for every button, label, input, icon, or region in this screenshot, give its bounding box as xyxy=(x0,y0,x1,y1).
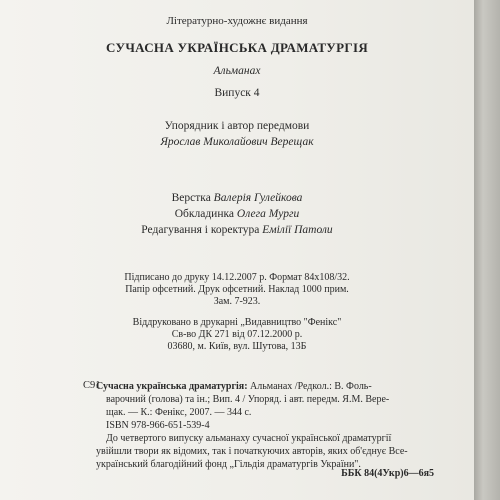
credit-cover-label: Обкладинка xyxy=(174,208,235,220)
compiler-role: Упорядник і автор передмови xyxy=(164,120,310,132)
catalog-entry-line: варочний (голова) та ін.; Вип. 4 / Упоряд. і авт. передм. Я.М. Вере- xyxy=(106,394,390,405)
catalog-entry-line xyxy=(96,380,466,393)
book-title: СУЧАСНА УКРАЇНСЬКА ДРАМАТУРГІЯ xyxy=(105,40,369,55)
catalog-abstract-line: До четвертого випуску альманаху сучасної української драматургії xyxy=(106,433,392,444)
series-label: Літературно-художнє видання xyxy=(166,15,308,27)
catalog-entry-title: Сучасна українська драматургія: xyxy=(96,381,248,392)
book-subtitle: Альманах xyxy=(213,65,261,77)
catalog-abstract-line: увійшли твори як відомих, так і початкуючих авторів, яких об'єднує Все- xyxy=(96,446,408,457)
issue-number: Випуск 4 xyxy=(214,87,260,99)
printer-line: Віддруковано в друкарні „Видавництво "Фенікс" xyxy=(132,317,342,328)
printer-line: Св-во ДК 271 від 07.12.2000 р. xyxy=(171,329,303,340)
printer-line: 03680, м. Київ, вул. Шутова, 13Б xyxy=(167,341,307,352)
credit-layout xyxy=(0,190,474,206)
catalog-code: С91 xyxy=(83,380,101,391)
catalog-abstract-line: український благодійний фонд „Гільдія драматургів України". xyxy=(96,459,361,470)
imprint-line: Підписано до друку 14.12.2007 р. Формат 84х108/32. xyxy=(124,272,350,283)
compiler-name: Ярослав Миколайович Верещак xyxy=(160,136,314,148)
imprint-line: Зам. 7-923. xyxy=(213,296,261,307)
credit-cover-name: Олега Мурги xyxy=(236,208,300,220)
credit-layout-name: Валерія Гулейкова xyxy=(213,192,303,204)
page-edge xyxy=(474,0,500,500)
credit-cover xyxy=(0,206,474,222)
catalog-entry-line: щак. — К.: Фенікс, 2007. — 344 с. xyxy=(106,407,252,418)
catalog-isbn: ISBN 978-966-651-539-4 xyxy=(106,420,210,431)
credit-editing xyxy=(0,222,474,238)
credit-layout-label: Верстка xyxy=(171,192,211,204)
imprint-line: Папір офсетний. Друк офсетний. Наклад 1000 прим. xyxy=(125,284,349,295)
catalog-entry-rest: Альманах /Редкол.: В. Фоль- xyxy=(247,381,372,392)
credit-editing-name: Емілії Патоли xyxy=(262,224,333,236)
bbk-code: ББК 84(4Укр)6—6я5 xyxy=(341,468,434,479)
credit-editing-label: Редагування і коректура xyxy=(141,224,260,236)
